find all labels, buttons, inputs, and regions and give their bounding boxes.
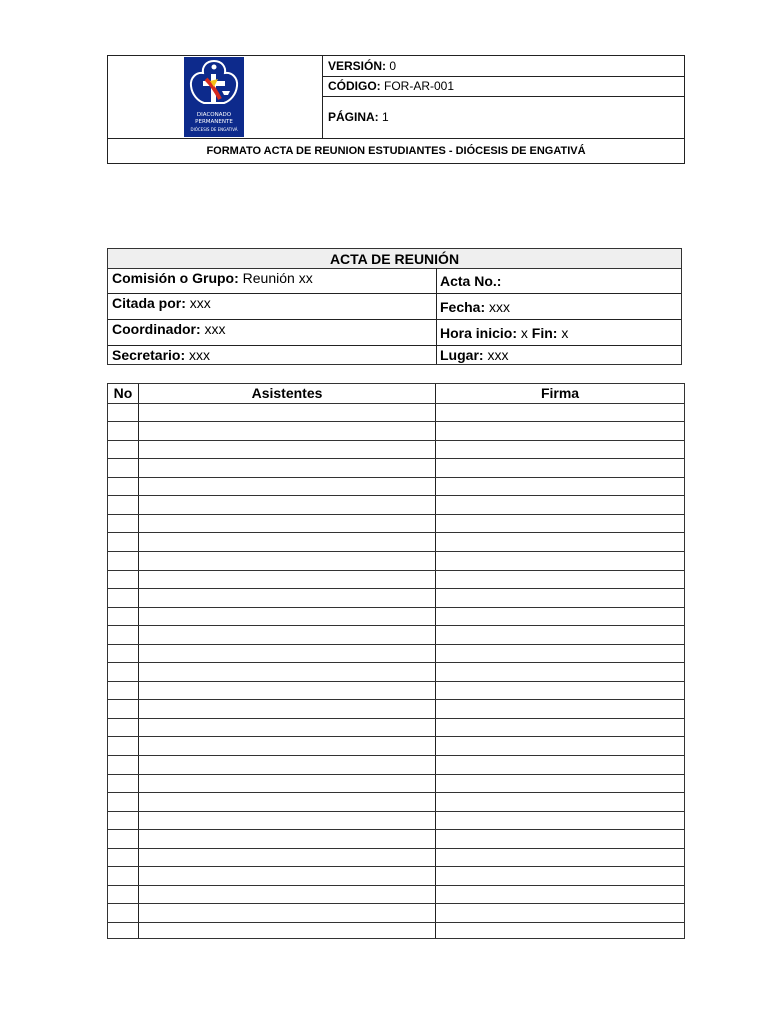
version-field: [328, 59, 396, 73]
time-field: [440, 324, 568, 342]
table-row: [108, 495, 684, 513]
place-field: [440, 346, 508, 364]
table-row: [108, 477, 684, 495]
version-value: 0: [386, 59, 397, 73]
table-row: [108, 440, 684, 458]
table-row: [108, 774, 684, 792]
version-label: VERSIÓN:: [328, 59, 387, 73]
table-row: [108, 903, 684, 921]
table-row: [108, 607, 684, 625]
table-row: [108, 644, 684, 662]
column-header-attendees: Asistentes: [251, 385, 323, 401]
secretary-value: xxx: [185, 347, 211, 363]
coordinator-label: Coordinador:: [112, 321, 201, 337]
table-row: [108, 421, 684, 439]
logo-emblem-icon: [184, 57, 244, 137]
table-row: [108, 588, 684, 606]
diocese-logo: [184, 57, 244, 137]
page-field: [328, 110, 389, 124]
acta-table: [107, 248, 682, 365]
start-value: x: [517, 325, 532, 341]
table-row: [108, 570, 684, 588]
cited-value: xxx: [185, 295, 211, 311]
code-label: CÓDIGO:: [328, 79, 381, 93]
table-row: [108, 848, 684, 866]
table-row: [108, 718, 684, 736]
table-row: [108, 792, 684, 810]
cited-field: [112, 294, 211, 312]
end-value: x: [557, 325, 569, 341]
page-label: PÁGINA:: [328, 110, 379, 124]
coordinator-value: xxx: [200, 321, 226, 337]
table-row: [108, 922, 684, 940]
acta-column-divider: [436, 268, 437, 364]
group-value: Reunión xx: [238, 270, 313, 286]
group-field: [112, 269, 313, 287]
code-field: [328, 79, 454, 93]
table-row: [108, 662, 684, 680]
date-field: [440, 298, 510, 316]
table-row: [108, 514, 684, 532]
table-row: [108, 829, 684, 847]
table-row: [108, 532, 684, 550]
acta-no-field: [440, 272, 501, 290]
end-label: Fin:: [531, 325, 558, 341]
table-row: [108, 681, 684, 699]
table-row: [108, 811, 684, 829]
logo-line-2: PERMANENTE: [195, 119, 233, 125]
column-header-no: No: [113, 385, 133, 401]
coordinator-field: [112, 320, 226, 338]
logo-line-3: DIÓCESIS DE ENGATIVÁ: [190, 127, 238, 132]
acta-title: ACTA DE REUNIÓN: [108, 249, 681, 269]
header-divider: [322, 96, 684, 97]
acta-no-label: Acta No.:: [440, 273, 502, 289]
table-row: [108, 551, 684, 569]
table-row: [108, 625, 684, 643]
secretary-field: [112, 346, 210, 364]
start-label: Hora inicio:: [440, 325, 518, 341]
attendance-table: [107, 383, 685, 939]
table-row: [108, 755, 684, 773]
header-divider: [322, 56, 323, 138]
document-header: [107, 55, 685, 164]
place-label: Lugar:: [440, 347, 484, 363]
table-row: [108, 458, 684, 476]
secretary-label: Secretario:: [112, 347, 186, 363]
date-value: xxx: [485, 299, 511, 315]
date-label: Fecha:: [440, 299, 486, 315]
cited-label: Citada por:: [112, 295, 186, 311]
table-row: [108, 885, 684, 903]
column-header-signature: Firma: [540, 385, 580, 401]
header-divider: [322, 76, 684, 77]
page-value: 1: [378, 110, 389, 124]
table-row: [108, 866, 684, 884]
document-title: FORMATO ACTA DE REUNION ESTUDIANTES - DIÓCESIS DE ENGATIVÁ: [206, 145, 586, 157]
place-value: xxx: [483, 347, 509, 363]
group-label: Comisión o Grupo:: [112, 270, 239, 286]
table-row: [108, 699, 684, 717]
code-value: FOR-AR-001: [380, 79, 455, 93]
table-row: [108, 736, 684, 754]
table-row: [108, 403, 684, 421]
logo-line-1: DIACONADO: [196, 112, 232, 118]
